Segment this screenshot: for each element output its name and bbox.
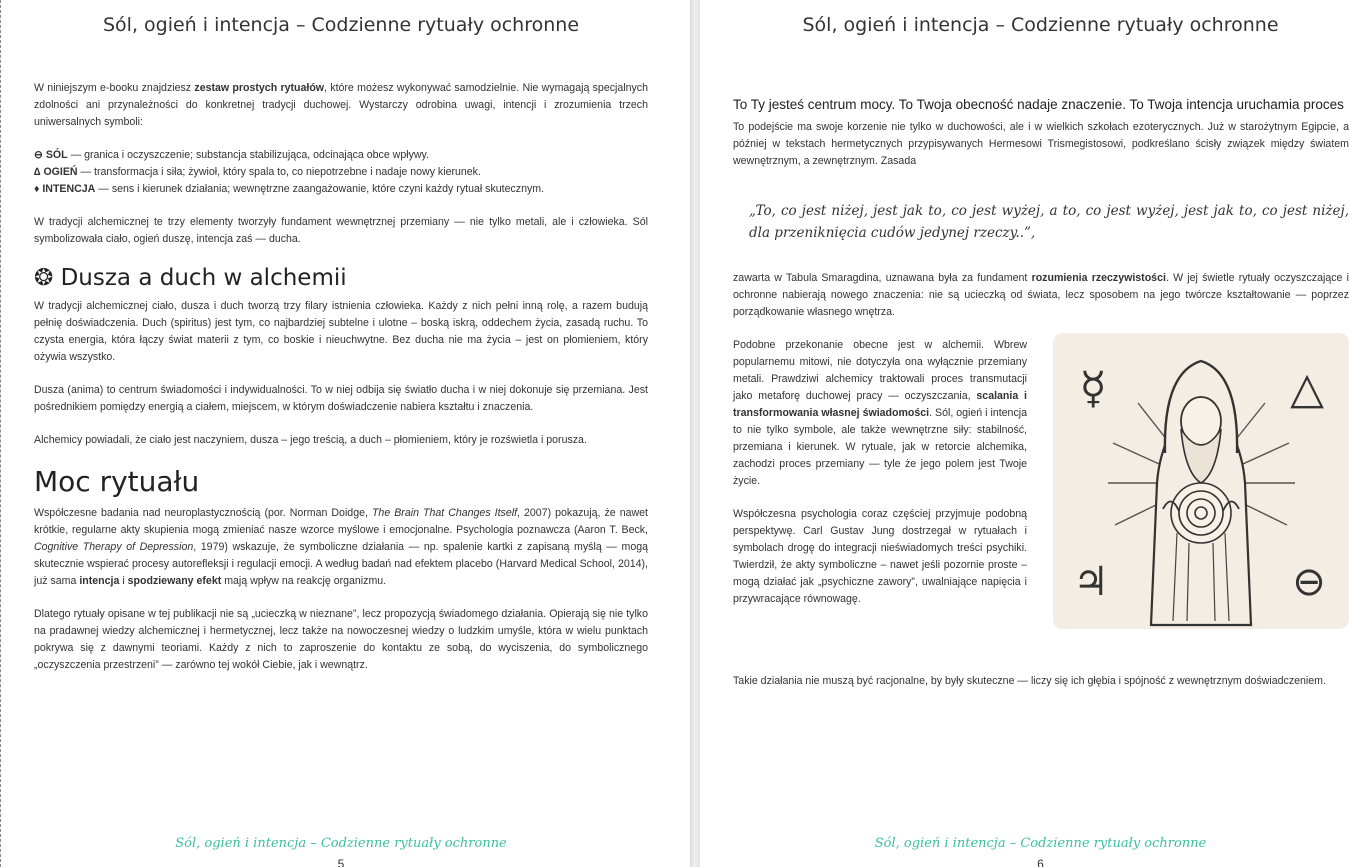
paragraph: Takie działania nie muszą być racjonalne, by były skuteczne — liczy się ich głębia i spójność z wewnętrznym doświadczeniem. [733,675,1326,687]
fire-symbol: △ [1290,363,1324,414]
paragraph: Współczesne badania nad neuroplastycznością (por. Norman Doidge, The Brain That Changes Itself, 2007) pokazują, że nawet krótkie, regularne akty skupienia mogą zmieniać nasze wzorce myślowe i emocjonalne. Psychologia poznawcza (Aaron T. Beck, Cognitive Therapy of Depression, 1979) wskazuje, że symboliczne działania — np. spalenie kartki z zapisaną myślą — mogą skutecznie wspierać procesy autorefleksji i regulacji emocji. A według badań nad efektem placebo (Harvard Medical School, 2014), już sama intencja i spodziewany efekt mają wpływ na reakcję organizmu. [34,507,649,587]
section-icon: ❂ [34,265,54,291]
paragraph: W tradycji alchemicznej ciało, dusza i duch tworzą trzy filary istnienia człowieka. Każdy z nich pełni inną rolę, a razem budują pełnię doświadczenia. Duch (spiritus) jest tym, co najbardziej subtelne i ulotne – boską iskrą, oddechem życia, zasadą ruchu. To czysta energia, która łączy świat materii z tym, co boskie i nieuchwytne. Bez ducha nie ma życia – jest on płomieniem, który ożywia wszystko. [34,300,648,363]
figure-side-text [733,337,1027,624]
page-number: 5 [337,857,345,867]
paragraph: zawarta w Tabula Smaragdina, uznawana była za fundament rozumienia rzeczywistości. W jej świetle rytuały oczyszczające i ochronne nabierają nowego znaczenia: nie są ucieczką od świata, lecz sposobem na jego twórcze kształtowanie — poprzez porządkowanie własnego wnętrza. [733,272,1349,318]
figure-section [733,337,1349,659]
footer-title: Sól, ogień i intencja – Codzienne rytuały ochronne [874,836,1207,851]
mercury-symbol: ☿ [1079,363,1107,414]
paragraph: Dusza (anima) to centrum świadomości i indywidualności. To w niej odbija się światło ducha i w niej dokonuje się przemiana. Jest pośrednikiem pomiędzy energią a ciałem, miejscem, w którym doświadczenie nabiera kształtu i znaczenia. [34,384,648,413]
paragraph: Współczesna psychologia coraz częściej przyjmuje podobną perspektywę. Carl Gustav Jung dostrzegał w rytuałach i symbolach drogę do integracji nieświadomych treści psychiki. Twierdził, że akty symboliczne – nawet jeśli pozornie proste – mogą działać jak „psychiczne zawory”, uwalniające napięcia i przywracające równowagę. [733,508,1027,605]
running-head: Sól, ogień i intencja – Codzienne rytuały ochronne [802,14,1279,36]
symbol-item-fire: ∆ OGIEŃ — transformacja i siła; żywioł, który spala to, co niepotrzebne i nadaje nowy kierunek. [34,166,481,178]
lead-heading: To Ty jesteś centrum mocy. To Twoja obecność nadaje znaczenie. To Twoja intencja uruchamia proces [733,97,1344,112]
page-right [700,0,1349,867]
symbol-list [34,147,648,198]
page-content [34,80,648,690]
tradition-paragraph: W tradycji alchemicznej te trzy elementy tworzyły fundament wewnętrznej przemiany — nie tylko metali, ale i człowieka. Sól symbolizowała ciało, ogień duszę, intencja zaś — ducha. [34,216,648,245]
running-head: Sól, ogień i intencja – Codzienne rytuały ochronne [102,14,580,36]
page-number: 6 [1037,857,1044,867]
jupiter-symbol: ♃ [1073,559,1109,605]
alchemist-illustration [1053,333,1349,629]
symbol-item-intention: ♦ INTENCJA — sens i kierunek działania; wewnętrzne zaangażowanie, które czyni każdy rytuał skutecznym. [34,183,545,195]
symbol-item-salt: ⊖ SÓL — granica i oczyszczenie; substancja stabilizująca, odcinająca obce wpływy. [34,149,429,161]
section-heading-soul-spirit: ❂ Dusza a duch w alchemii [34,265,347,291]
paragraph: Alchemicy powiadali, że ciało jest naczyniem, dusza – jego treścią, a duch – płomieniem, który je rozświetla i porusza. [34,434,587,446]
salt-symbol: ⊖ [1292,559,1326,605]
paragraph: Podobne przekonanie obecne jest w alchemii. Wbrew popularnemu mitowi, nie dotyczyła ona wyłącznie przemiany metali. Prawdziwi alchemicy traktowali proces transmutacji jako metaforę duchowej pracy — oczyszczania, scalania i transformowania własnej świadomości. Sól, ogień i intencja to nie tylko symbole, ale także wewnętrzne siły: stabilność, przemiana i kierunek. W rytuale, jak w retorcie alchemika, zachodzi proces przemiany — tyle że jego polem jest Twoje życie. [733,339,1027,487]
footer-title: Sól, ogień i intencja – Codzienne rytuały ochronne [175,836,507,851]
page-content [733,96,1349,706]
spiral-orb [1171,483,1231,543]
section-heading-ritual-power: Moc rytuału [34,465,200,498]
quote-block: „To, co jest niżej, jest jak to, co jest wyżej, a to, co jest wyżej, jest jak to, co jest niżej, dla przeniknięcia cudów jedynej rzeczy..”, [749,203,1349,241]
book-gutter [690,0,700,867]
paragraph: Dlatego rytuały opisane w tej publikacji nie są „ucieczką w nieznane”, lecz propozycją świadomego działania. Opierają się nie tylko na pradawnej wiedzy alchemicznej i hermetycznej, lecz także na nowoczesnej wiedzy o ludzkim umyśle, która w wielu punktach pokrywa się z dawnymi teoriami. Każdy z nich to zaproszenie do kontaktu ze sobą, do wyciszenia, do symbolicznego „oczyszczenia przestrzeni” — zarówno tej wokół Ciebie, jak i wewnątrz. [34,608,648,671]
alchemist-figure-svg [1053,333,1349,629]
intro-paragraph: W niniejszym e-booku znajdziesz zestaw prostych rytuałów, które możesz wykonywać samodzielnie. Nie wymagają specjalnych zdolności ani przynależności do konkretnej tradycji duchowej. Wystarczy odrobina uwagi, intencji i zrozumienia trzech uniwersalnych symboli: [34,82,648,128]
paragraph: To podejście ma swoje korzenie nie tylko w duchowości, ale i w wielkich szkołach ezoterycznych. Już w starożytnym Egipcie, a później w tekstach hermetycznych przypisywanych Hermesowi Trismegistosowi, podkreślano ścisły związek między światem wewnętrznym, a zewnętrznym. Zasada [733,121,1349,167]
